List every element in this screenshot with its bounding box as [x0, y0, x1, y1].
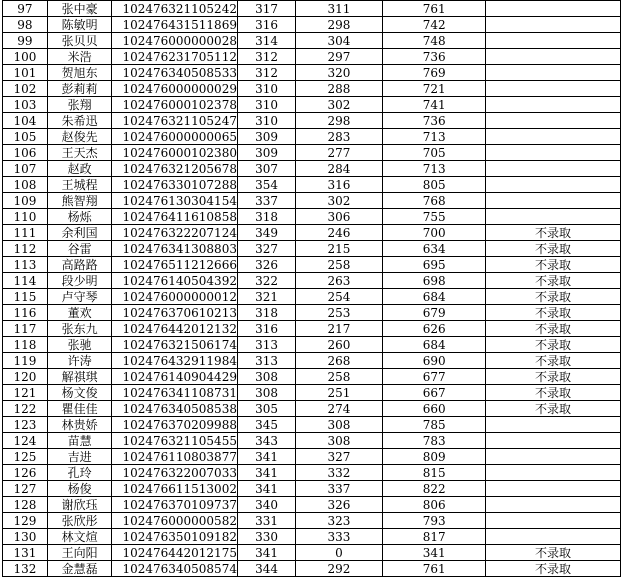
- score-1-cell: 321: [238, 289, 295, 305]
- score-1-cell: 310: [238, 97, 295, 113]
- score-2-cell: 274: [295, 401, 383, 417]
- remark-cell: [486, 433, 621, 449]
- table-row: [3, 305, 621, 321]
- table-row: [3, 273, 621, 289]
- total-score-cell: 768: [383, 193, 486, 209]
- table-row: [3, 417, 621, 433]
- score-2-cell: 304: [295, 33, 383, 49]
- exam-id-cell: 102476130304154: [112, 193, 238, 209]
- row-number-cell: 105: [3, 129, 48, 145]
- table-row: [3, 529, 621, 545]
- name-cell: 苗慧: [47, 433, 112, 449]
- remark-cell: [486, 17, 621, 33]
- total-score-cell: 742: [383, 17, 486, 33]
- row-number-cell: 115: [3, 289, 48, 305]
- score-1-cell: 309: [238, 145, 295, 161]
- total-score-cell: 736: [383, 113, 486, 129]
- name-cell: 段少明: [47, 273, 112, 289]
- exam-id-cell: 102476330107288: [112, 177, 238, 193]
- score-1-cell: 354: [238, 177, 295, 193]
- exam-id-cell: 102476350109182: [112, 529, 238, 545]
- name-cell: 张驰: [47, 337, 112, 353]
- score-1-cell: 314: [238, 33, 295, 49]
- row-number-cell: 108: [3, 177, 48, 193]
- exam-id-cell: 102476321506174: [112, 337, 238, 353]
- total-score-cell: 748: [383, 33, 486, 49]
- total-score-cell: 761: [383, 561, 486, 577]
- score-2-cell: 263: [295, 273, 383, 289]
- remark-cell: [486, 481, 621, 497]
- row-number-cell: 118: [3, 337, 48, 353]
- score-2-cell: 284: [295, 161, 383, 177]
- score-1-cell: 313: [238, 353, 295, 369]
- score-1-cell: 309: [238, 129, 295, 145]
- name-cell: 张东九: [47, 321, 112, 337]
- score-1-cell: 318: [238, 305, 295, 321]
- score-1-cell: 310: [238, 113, 295, 129]
- score-1-cell: 327: [238, 241, 295, 257]
- row-number-cell: 101: [3, 65, 48, 81]
- table-row: [3, 81, 621, 97]
- total-score-cell: 769: [383, 65, 486, 81]
- exam-id-cell: 102476511212666: [112, 257, 238, 273]
- row-number-cell: 113: [3, 257, 48, 273]
- row-number-cell: 126: [3, 465, 48, 481]
- score-1-cell: 344: [238, 561, 295, 577]
- total-score-cell: 785: [383, 417, 486, 433]
- score-1-cell: 312: [238, 49, 295, 65]
- table-row: [3, 401, 621, 417]
- exam-id-cell: 102476140504392: [112, 273, 238, 289]
- remark-cell: [486, 449, 621, 465]
- exam-id-cell: 102476000000029: [112, 81, 238, 97]
- exam-id-cell: 102476611513002: [112, 481, 238, 497]
- total-score-cell: 721: [383, 81, 486, 97]
- table-row: [3, 97, 621, 113]
- table-row: [3, 369, 621, 385]
- score-1-cell: 308: [238, 385, 295, 401]
- exam-id-cell: 102476411610858: [112, 209, 238, 225]
- score-2-cell: 0: [295, 545, 383, 561]
- exam-id-cell: 102476231705112: [112, 49, 238, 65]
- name-cell: 张欣彤: [47, 513, 112, 529]
- score-1-cell: 341: [238, 545, 295, 561]
- total-score-cell: 805: [383, 177, 486, 193]
- remark-cell: 不录取: [486, 385, 621, 401]
- score-1-cell: 341: [238, 465, 295, 481]
- remark-cell: [486, 209, 621, 225]
- table-row: [3, 353, 621, 369]
- exam-id-cell: 102476000000028: [112, 33, 238, 49]
- score-1-cell: 330: [238, 529, 295, 545]
- exam-id-cell: 102476322207124: [112, 225, 238, 241]
- remark-cell: [486, 145, 621, 161]
- remark-cell: 不录取: [486, 337, 621, 353]
- exam-id-cell: 102476110803877: [112, 449, 238, 465]
- row-number-cell: 128: [3, 497, 48, 513]
- remark-cell: 不录取: [486, 353, 621, 369]
- name-cell: 杨俊: [47, 481, 112, 497]
- table-row: [3, 465, 621, 481]
- table-row: [3, 145, 621, 161]
- name-cell: 谢欣珏: [47, 497, 112, 513]
- score-1-cell: 331: [238, 513, 295, 529]
- total-score-cell: 684: [383, 337, 486, 353]
- exam-id-cell: 102476321205678: [112, 161, 238, 177]
- total-score-cell: 822: [383, 481, 486, 497]
- row-number-cell: 120: [3, 369, 48, 385]
- name-cell: 贺旭东: [47, 65, 112, 81]
- remark-cell: 不录取: [486, 241, 621, 257]
- row-number-cell: 110: [3, 209, 48, 225]
- table-row: [3, 65, 621, 81]
- name-cell: 孔玲: [47, 465, 112, 481]
- total-score-cell: 679: [383, 305, 486, 321]
- remark-cell: 不录取: [486, 289, 621, 305]
- name-cell: 陈敏明: [47, 17, 112, 33]
- score-2-cell: 253: [295, 305, 383, 321]
- total-score-cell: 698: [383, 273, 486, 289]
- table-row: [3, 497, 621, 513]
- remark-cell: [486, 497, 621, 513]
- score-1-cell: 349: [238, 225, 295, 241]
- remark-cell: [486, 97, 621, 113]
- name-cell: 张贝贝: [47, 33, 112, 49]
- table-row: [3, 449, 621, 465]
- exam-id-cell: 102476321105242: [112, 1, 238, 17]
- row-number-cell: 127: [3, 481, 48, 497]
- score-2-cell: 298: [295, 17, 383, 33]
- exam-id-cell: 102476321105247: [112, 113, 238, 129]
- name-cell: 张中豪: [47, 1, 112, 17]
- row-number-cell: 124: [3, 433, 48, 449]
- exam-id-cell: 102476340508533: [112, 65, 238, 81]
- score-2-cell: 288: [295, 81, 383, 97]
- table-row: [3, 1, 621, 17]
- row-number-cell: 107: [3, 161, 48, 177]
- score-2-cell: 277: [295, 145, 383, 161]
- name-cell: 王向阳: [47, 545, 112, 561]
- table-row: [3, 257, 621, 273]
- score-2-cell: 308: [295, 417, 383, 433]
- score-2-cell: 297: [295, 49, 383, 65]
- table-row: [3, 385, 621, 401]
- remark-cell: [486, 193, 621, 209]
- remark-cell: 不录取: [486, 225, 621, 241]
- total-score-cell: 793: [383, 513, 486, 529]
- score-1-cell: 340: [238, 497, 295, 513]
- remark-cell: 不录取: [486, 321, 621, 337]
- score-2-cell: 320: [295, 65, 383, 81]
- exam-id-cell: 102476340508538: [112, 401, 238, 417]
- row-number-cell: 112: [3, 241, 48, 257]
- score-2-cell: 215: [295, 241, 383, 257]
- total-score-cell: 690: [383, 353, 486, 369]
- row-number-cell: 106: [3, 145, 48, 161]
- name-cell: 杨文俊: [47, 385, 112, 401]
- table-row: [3, 129, 621, 145]
- score-2-cell: 302: [295, 97, 383, 113]
- table-row: [3, 481, 621, 497]
- row-number-cell: 111: [3, 225, 48, 241]
- exam-id-cell: 102476432911984: [112, 353, 238, 369]
- total-score-cell: 341: [383, 545, 486, 561]
- total-score-cell: 677: [383, 369, 486, 385]
- score-2-cell: 327: [295, 449, 383, 465]
- total-score-cell: 783: [383, 433, 486, 449]
- row-number-cell: 129: [3, 513, 48, 529]
- exam-id-cell: 102476341108731: [112, 385, 238, 401]
- score-1-cell: 341: [238, 481, 295, 497]
- remark-cell: [486, 417, 621, 433]
- total-score-cell: 741: [383, 97, 486, 113]
- table-row: [3, 161, 621, 177]
- remark-cell: [486, 65, 621, 81]
- table-row: [3, 433, 621, 449]
- row-number-cell: 131: [3, 545, 48, 561]
- exam-id-cell: 102476000102380: [112, 145, 238, 161]
- name-cell: 董欢: [47, 305, 112, 321]
- score-1-cell: 326: [238, 257, 295, 273]
- score-1-cell: 343: [238, 433, 295, 449]
- row-number-cell: 119: [3, 353, 48, 369]
- remark-cell: 不录取: [486, 257, 621, 273]
- score-1-cell: 308: [238, 369, 295, 385]
- remark-cell: [486, 129, 621, 145]
- score-2-cell: 308: [295, 433, 383, 449]
- row-number-cell: 104: [3, 113, 48, 129]
- total-score-cell: 755: [383, 209, 486, 225]
- row-number-cell: 132: [3, 561, 48, 577]
- score-2-cell: 283: [295, 129, 383, 145]
- score-2-cell: 246: [295, 225, 383, 241]
- table-row: [3, 209, 621, 225]
- table-row: [3, 241, 621, 257]
- row-number-cell: 125: [3, 449, 48, 465]
- remark-cell: [486, 49, 621, 65]
- score-2-cell: 337: [295, 481, 383, 497]
- row-number-cell: 98: [3, 17, 48, 33]
- exam-id-cell: 102476370109737: [112, 497, 238, 513]
- name-cell: 王城程: [47, 177, 112, 193]
- remark-cell: 不录取: [486, 273, 621, 289]
- table-row: [3, 113, 621, 129]
- score-table: [2, 0, 621, 577]
- exam-id-cell: 102476431511869: [112, 17, 238, 33]
- score-2-cell: 302: [295, 193, 383, 209]
- exam-id-cell: 102476341308803: [112, 241, 238, 257]
- row-number-cell: 100: [3, 49, 48, 65]
- score-2-cell: 217: [295, 321, 383, 337]
- total-score-cell: 817: [383, 529, 486, 545]
- name-cell: 许涛: [47, 353, 112, 369]
- total-score-cell: 684: [383, 289, 486, 305]
- score-2-cell: 332: [295, 465, 383, 481]
- row-number-cell: 103: [3, 97, 48, 113]
- table-row: [3, 545, 621, 561]
- score-2-cell: 260: [295, 337, 383, 353]
- row-number-cell: 121: [3, 385, 48, 401]
- remark-cell: [486, 81, 621, 97]
- row-number-cell: 114: [3, 273, 48, 289]
- total-score-cell: 634: [383, 241, 486, 257]
- score-1-cell: 341: [238, 449, 295, 465]
- remark-cell: [486, 177, 621, 193]
- total-score-cell: 761: [383, 1, 486, 17]
- name-cell: 朱希迅: [47, 113, 112, 129]
- exam-id-cell: 102476370610213: [112, 305, 238, 321]
- table-row: [3, 289, 621, 305]
- remark-cell: [486, 161, 621, 177]
- remark-cell: 不录取: [486, 561, 621, 577]
- total-score-cell: 806: [383, 497, 486, 513]
- exam-id-cell: 102476000102378: [112, 97, 238, 113]
- exam-id-cell: 102476000000582: [112, 513, 238, 529]
- exam-id-cell: 102476442012175: [112, 545, 238, 561]
- remark-cell: [486, 113, 621, 129]
- row-number-cell: 109: [3, 193, 48, 209]
- exam-id-cell: 102476370209988: [112, 417, 238, 433]
- score-2-cell: 251: [295, 385, 383, 401]
- row-number-cell: 97: [3, 1, 48, 17]
- total-score-cell: 667: [383, 385, 486, 401]
- remark-cell: 不录取: [486, 401, 621, 417]
- name-cell: 高路路: [47, 257, 112, 273]
- score-2-cell: 292: [295, 561, 383, 577]
- table-row: [3, 193, 621, 209]
- total-score-cell: 695: [383, 257, 486, 273]
- exam-id-cell: 102476340508574: [112, 561, 238, 577]
- remark-cell: [486, 1, 621, 17]
- name-cell: 吉进: [47, 449, 112, 465]
- total-score-cell: 736: [383, 49, 486, 65]
- table-row: [3, 513, 621, 529]
- name-cell: 赵政: [47, 161, 112, 177]
- name-cell: 卢守琴: [47, 289, 112, 305]
- table-row: [3, 321, 621, 337]
- name-cell: 余利国: [47, 225, 112, 241]
- score-1-cell: 316: [238, 321, 295, 337]
- table-row: [3, 225, 621, 241]
- score-table-body: [3, 1, 621, 577]
- score-2-cell: 298: [295, 113, 383, 129]
- row-number-cell: 122: [3, 401, 48, 417]
- table-row: [3, 177, 621, 193]
- remark-cell: 不录取: [486, 369, 621, 385]
- name-cell: 张翔: [47, 97, 112, 113]
- score-1-cell: 317: [238, 1, 295, 17]
- remark-cell: 不录取: [486, 545, 621, 561]
- exam-id-cell: 102476321105455: [112, 433, 238, 449]
- name-cell: 彭莉莉: [47, 81, 112, 97]
- name-cell: 瞿佳佳: [47, 401, 112, 417]
- score-1-cell: 316: [238, 17, 295, 33]
- remark-cell: [486, 33, 621, 49]
- total-score-cell: 809: [383, 449, 486, 465]
- remark-cell: [486, 529, 621, 545]
- total-score-cell: 713: [383, 129, 486, 145]
- name-cell: 王天杰: [47, 145, 112, 161]
- score-1-cell: 310: [238, 81, 295, 97]
- score-1-cell: 305: [238, 401, 295, 417]
- score-2-cell: 316: [295, 177, 383, 193]
- score-1-cell: 312: [238, 65, 295, 81]
- score-2-cell: 333: [295, 529, 383, 545]
- exam-id-cell: 102476322007033: [112, 465, 238, 481]
- score-1-cell: 318: [238, 209, 295, 225]
- exam-id-cell: 102476442012132: [112, 321, 238, 337]
- name-cell: 林贵娇: [47, 417, 112, 433]
- name-cell: 米浩: [47, 49, 112, 65]
- score-2-cell: 311: [295, 1, 383, 17]
- score-2-cell: 258: [295, 369, 383, 385]
- name-cell: 赵俊先: [47, 129, 112, 145]
- score-2-cell: 323: [295, 513, 383, 529]
- total-score-cell: 705: [383, 145, 486, 161]
- row-number-cell: 99: [3, 33, 48, 49]
- table-row: [3, 337, 621, 353]
- table-row: [3, 17, 621, 33]
- score-2-cell: 258: [295, 257, 383, 273]
- name-cell: 解祺琪: [47, 369, 112, 385]
- total-score-cell: 660: [383, 401, 486, 417]
- exam-id-cell: 102476140904429: [112, 369, 238, 385]
- total-score-cell: 815: [383, 465, 486, 481]
- table-row: [3, 33, 621, 49]
- remark-cell: 不录取: [486, 305, 621, 321]
- score-1-cell: 345: [238, 417, 295, 433]
- row-number-cell: 116: [3, 305, 48, 321]
- total-score-cell: 713: [383, 161, 486, 177]
- name-cell: 熊智翔: [47, 193, 112, 209]
- row-number-cell: 102: [3, 81, 48, 97]
- row-number-cell: 117: [3, 321, 48, 337]
- score-1-cell: 313: [238, 337, 295, 353]
- table-row: [3, 49, 621, 65]
- exam-id-cell: 102476000000012: [112, 289, 238, 305]
- score-2-cell: 306: [295, 209, 383, 225]
- remark-cell: [486, 513, 621, 529]
- name-cell: 金慧磊: [47, 561, 112, 577]
- row-number-cell: 123: [3, 417, 48, 433]
- score-2-cell: 254: [295, 289, 383, 305]
- remark-cell: [486, 465, 621, 481]
- table-row: [3, 561, 621, 577]
- score-2-cell: 268: [295, 353, 383, 369]
- total-score-cell: 626: [383, 321, 486, 337]
- score-1-cell: 307: [238, 161, 295, 177]
- total-score-cell: 700: [383, 225, 486, 241]
- name-cell: 杨烁: [47, 209, 112, 225]
- score-2-cell: 326: [295, 497, 383, 513]
- row-number-cell: 130: [3, 529, 48, 545]
- name-cell: 谷雷: [47, 241, 112, 257]
- score-1-cell: 322: [238, 273, 295, 289]
- name-cell: 林文煊: [47, 529, 112, 545]
- score-1-cell: 337: [238, 193, 295, 209]
- exam-id-cell: 102476000000065: [112, 129, 238, 145]
